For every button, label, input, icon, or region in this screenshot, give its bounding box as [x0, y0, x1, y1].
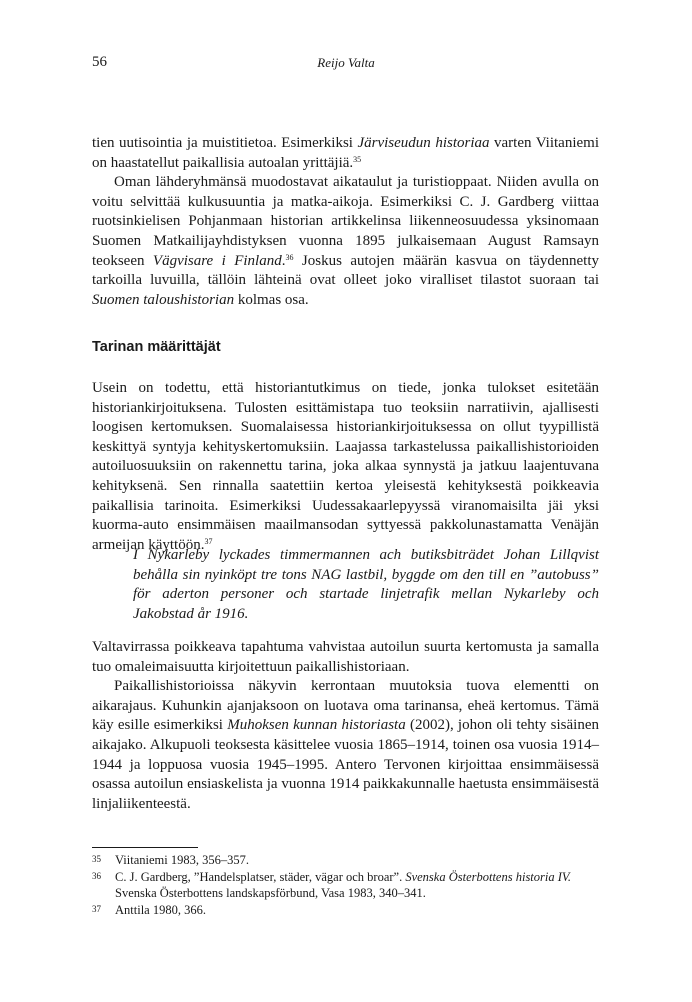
body-section-3 — [92, 638, 599, 814]
body-section-2 — [92, 379, 599, 555]
paragraph: Valtavirrassa poikkeava tapahtuma vahvistaa autoilun suurta kertomusta ja samalla tuo omaleimaisuutta kirjoitettuun paikallishistoriaan. — [92, 639, 599, 675]
running-head: Reijo Valta — [317, 55, 375, 70]
footnote-number: 36 — [92, 870, 101, 881]
paragraph: tien uutisointia ja muistitietoa. Esimerkiksi Järviseudun historiaa varten Viitaniemi on haastatellut paikallisia autoalan yrittäjiä.$^{35}$ — [92, 135, 599, 171]
footnote-ref: 35 — [353, 154, 362, 164]
paragraph: Usein on todettu, että historiantutkimus on tiede, jonka tulokset esitetään historiankirjoituksena. Tulosten esittämistapa tuo teoksiin narratiivin, ajallisesti loogisen kertomuksen. Suomalaisessa historiankirjoituksessa on ollut tyypillistä keskittyä syntyja kehityskertomuksiin. Laajassa tarkastelussa paikallishistorioiden autoiluosuuksiin on rakennettu tarina, joka alkaa synnystä ja jatkuu laajentuvana kehityksenä. Sen rinnalla saatettiin kertoa yleisestä kehityksestä poikkeavia paikallisia tarinoita. Esimerkiksi Uudessakaarlepyyssä viranomaisilta jäi yksi kuorma-auto ensimmäisen maailmansodan syttyessä pakkolunastamatta Venäjän armeijan käyttöön.$^{37}$ — [92, 380, 599, 553]
paragraph: Paikallishistorioissa näkyvin kerrontaan muutoksia tuova elementti on aikarajaus. Kuhunkin ajanjaksoon on luotava oma tarinansa, eheä kertomus. Tämä käy esille esimerkiksi Muhoksen kunnan historiasta (2002), johon oli tehty sisäinen aikajako. Alkupuoli teoksesta käsittelee vuosia 1865–1914, toinen osa vuosia 1914–1944 ja loppuosa vuosia 1945–1995. Antero Tervonen kirjoittaa ensimmäisessä osassa autoilun ensiaskelista ja vuonna 1914 paikkakunnalle haetusta ensimmäisestä linjaliikenteestä. — [92, 678, 599, 812]
footnote — [92, 902, 599, 919]
block-quote: I Nykarleby lyckades timmermannen ach butiksbiträdet Johan Lillqvist behålla sin nyinköpt tre tons NAG lastbil, byggde om den till en ”autobuss” för aderton personer och startade linjetrafik mellan Nykarleby och Jakobstad år 1916. — [133, 547, 599, 622]
footnote-number: 35 — [92, 854, 101, 864]
footnote — [92, 869, 599, 902]
body-section-1 — [92, 134, 599, 310]
section-heading: Tarinan määrittäjät — [92, 339, 221, 355]
page-number: 56 — [92, 54, 107, 70]
footnote-ref: 36 — [285, 252, 294, 262]
footnote-number: 37 — [92, 903, 101, 914]
footnote-text: Anttila 1980, 366. — [115, 902, 206, 917]
paragraph: Oman lähderyhmänsä muodostavat aikataulut ja turistioppaat. Niiden avulla on voitu selvittää kulkusuuntia ja matka-aikoja. Esimerkiksi C. J. Gardberg viittaa ruotsinkielisen Pohjanmaan historian artikkelinsa liikenneosuudessa yksinomaan Suomen Matkailijayhdistyksen vuonna 1895 julkaisemaan August Ramsayn teokseen Vägvisare i Finland.$^{36}$ Joskus autojen määrän kasvua on täydennetty tarkoilla luvuilla, tällöin lähteinä ovat olleet joko viralliset tilastot suoraan tai Suomen taloushistorian kolmas osa. — [92, 174, 599, 308]
footnote-text: C. J. Gardberg, ”Handelsplatser, städer, vägar och broar”. Svenska Österbottens historia IV. Svenska Österbottens landskapsförbund, Vasa 1983, 340–341. — [115, 869, 572, 900]
footnote — [92, 852, 599, 869]
footnote-ref: 37 — [204, 536, 213, 546]
footnotes — [92, 852, 599, 918]
footnote-rule — [92, 847, 198, 848]
footnote-text: Viitaniemi 1983, 356–357. — [115, 853, 249, 867]
